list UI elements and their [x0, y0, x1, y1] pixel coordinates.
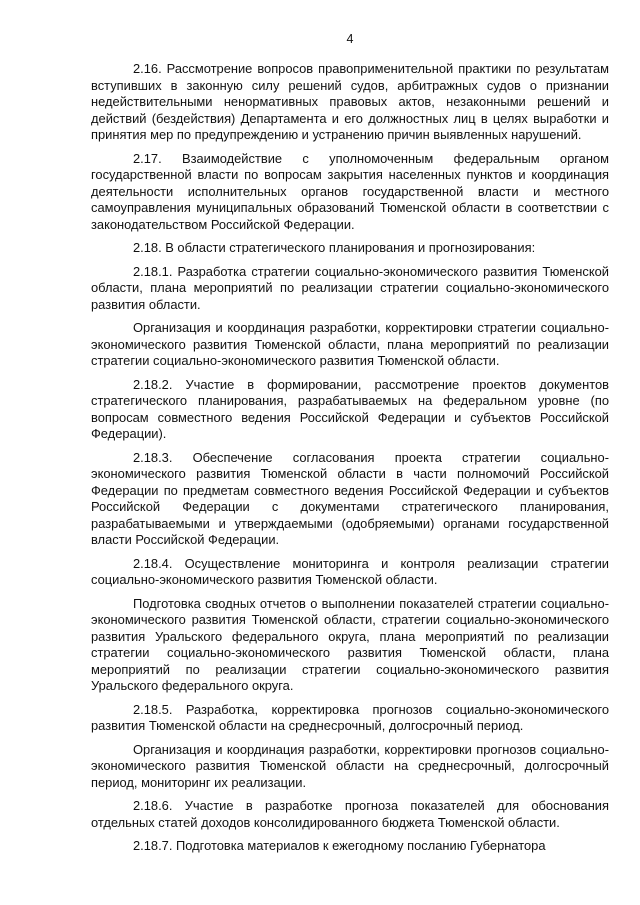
paragraph-2-18-2: 2.18.2. Участие в формировании, рассмотрение проектов документов стратегического планирования, разрабатываемых на федеральном уровне (по вопросам совместного ведения Российской Федерации и субъектов Российской Федерации). — [91, 376, 609, 441]
paragraph-2-17: 2.17. Взаимодействие с уполномоченным федеральным органом государственной власти по вопросам закрытия населенных пунктов и координация деятельности исполнительных органов государственной власти и местного самоуправления муниципальных образований Тюменской области в соответствии с законодательством Российской Федерации. — [91, 150, 609, 232]
paragraph-2-18-5-organization: Организация и координация разработки, корректировки прогнозов социально-экономического развития Тюменской области на среднесрочный, долгосрочный период, мониторинг их реализации. — [91, 741, 609, 790]
paragraph-2-16: 2.16. Рассмотрение вопросов правоприменительной практики по результатам вступивших в законную силу решений судов, арбитражных судов о признании недействительными ненормативных правовых актов, незаконными решений и действий (бездействия) Департамента и его должностных лиц в целях выработки и принятия мер по предупреждению и устранению причин выявленных нарушений. — [91, 61, 609, 142]
paragraph-2-18-4-reports: Подготовка сводных отчетов о выполнении показателей стратегии социально-экономического развития Тюменской области, стратегии социально-экономического развития Уральского федерального округа, плана мероприятий по реализации стратегии социально-экономического развития Тюменской области, плана мероприятий по реализации стратегии социально-экономического развития Уральского федерального округа. — [91, 595, 609, 693]
paragraph-2-18-1: 2.18.1. Разработка стратегии социально-экономического развития Тюменской области, плана мероприятий по реализации стратегии социально-экономического развития области. — [91, 263, 609, 312]
paragraph-2-18: 2.18. В области стратегического планирования и прогнозирования: — [133, 240, 536, 255]
paragraph-2-18-3: 2.18.3. Обеспечение согласования проекта стратегии социально-экономического развития Тюменской области в части полномочий Российской Федерации по предметам совместного ведения Российской Федерации и субъектов Российской Федерации с документами стратегического планирования, разрабатываемыми и утверждаемыми (одобряемыми) органами государственной власти Российской Федерации. — [91, 449, 609, 547]
page-number: 4 — [346, 32, 354, 46]
paragraph-2-18-4: 2.18.4. Осуществление мониторинга и контроля реализации стратегии социально-экономического развития Тюменской области. — [91, 555, 609, 587]
paragraph-2-18-6: 2.18.6. Участие в разработке прогноза показателей для обоснования отдельных статей доходов консолидированного бюджета Тюменской области. — [91, 798, 609, 830]
paragraph-2-18-7: 2.18.7. Подготовка материалов к ежегодному посланию Губернатора — [133, 838, 546, 853]
paragraph-2-18-5: 2.18.5. Разработка, корректировка прогнозов социально-экономического развития Тюменской области на среднесрочный, долгосрочный период. — [91, 701, 609, 733]
paragraph-2-18-1-organization: Организация и координация разработки, корректировки стратегии социально-экономического развития Тюменской области, плана мероприятий по реализации стратегии социально-экономического развития Тюменской области. — [91, 320, 609, 368]
